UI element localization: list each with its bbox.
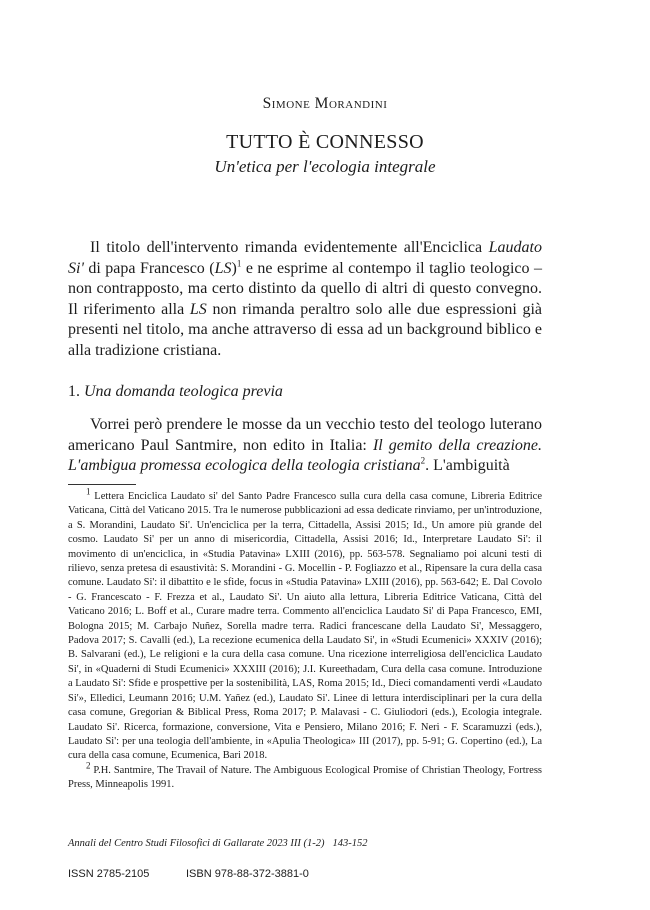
footnote-ref-2[interactable]: 2	[420, 455, 426, 466]
footnote-1: $^1$ Lettera Enciclica Laudato si' del Santo Padre Francesco sulla cura della casa comune, Libreria Editrice Vaticana, Città del Vaticano 2015. Tra le numerose pubblicazioni ad essa dedicate rinviamo, per un'introduzione, a S. Morandini, Laudato Si'. Un'enciclica per la terra, Cittadella, Assisi 2015; Id., Un amore più grande del cosmo. Laudato Si' per un anno di misericordia, Cittadella, Assisi 2016; Id., Interpretare Laudato Si': il movimento di un'enciclica, in «Studia Patavina» LXIII (2016), pp. 563-578. Segnaliamo poi alcuni testi di rilievo, senza pretesa di esaustività: S. Morandini - G. Mocellin - P. Fogliazzo et al., Ripensare la cura della casa comune. Laudato Si': il dibattito e le sfide, focus in «Studia Patavina» LXIII (2016), pp. 563-642; E. Dal Covolo - G. Francescato - F. Frezza et al., Laudato Si'. Un aiuto alla lettura, Libreria Editrice Vaticana, Città del Vaticano 2016; L. Boff et al., Curare madre terra. Commento all'enciclica Laudato Si' di Papa Francesco, EMI, Bologna 2015; M. Carbajo Nuñez, Sorella madre terra. Radici francescane della Laudato Si', Messaggero, Padova 2017; S. Cavalli (ed.), La recezione ecumenica della Laudato Si', in «Studi Ecumenici» XXXIV (2016); B. Salvarani (ed.), Le religioni e la cura della casa comune. Una ricezione interreligiosa dell'enciclica Laudato Si', in «Quaderni di Studi Ecumenici» XXXIII (2016); J.I. Kureethadam, Cura della casa comune. Introduzione a Laudato Si': Sfide e prospettive per la sostenibilità, LAS, Roma 2015; Id., Dieci comandamenti verdi «Laudato Si'», Elledici, Leumann 2016; U.M. Yañez (ed.), Laudato Si'. Linee di lettura interdisciplinari per la cura della casa comune, Gregorian & Biblical Press, Roma 2017; P. Malavasi - C. Giuliodori (eds.), Ecologia integrale. Laudato Si'. Ricerca, formazione, conversione, Vita e Pensiero, Milano 2016; F. Neri - F. Scaramuzzi (eds.), Laudato Si': per una teologia dell'ambiente, in «Apulia Theologica» III (2017), pp. 5-91; G. Copertino (ed.), La cura della casa comune, Ecumenica, Bari 2018.	[68, 486, 542, 762]
footnotes	[68, 486, 542, 793]
article-title: TUTTO È CONNESSO	[226, 131, 424, 153]
article-subtitle: Un'etica per l'ecologia integrale	[214, 157, 436, 176]
footnote-ref-1[interactable]: 1	[236, 258, 242, 269]
section-paragraph: Vorrei però prendere le mosse da un vecchio testo del teologo luterano americano Paul Santmire, non edito in Italia: Il gemito della creazione. L'ambigua promessa ecologica della teologia cristiana$^2$. L'ambiguità	[68, 416, 543, 474]
issn: ISSN 2785-2105	[68, 868, 150, 880]
work-title: Laudato Si'	[68, 239, 542, 277]
section-heading: 1. Una domanda teologica previa	[68, 383, 283, 400]
footnote-2: $^2$ P.H. Santmire, The Travail of Nature. The Ambiguous Ecological Promise of Christian Theology, Fortress Press, Minneapolis 1991.	[68, 760, 542, 791]
work-title: Il gemito della creazione. L'ambigua promessa ecologica della teologia cristiana	[68, 436, 543, 474]
page-range: 143-152	[332, 838, 368, 849]
journal-footer: Annali del Centro Studi Filosofici di Gallarate 2023 III (1-2) 143-152	[68, 838, 368, 849]
intro-paragraph: Il titolo dell'intervento rimanda evidentemente all'Enciclica Laudato Si' di papa Francesco (LS)$^1$ e ne esprime al contempo il taglio teologico – non contrapposto, ma certo distinto da quello di altri di questo convegno. Il riferimento alla LS non rimanda peraltro solo alle due espressioni già presenti nel titolo, ma anche attraverso di essa ad un background biblico e alla tradizione cristiana.	[68, 239, 543, 359]
isbn: ISBN 978-88-372-3881-0	[186, 868, 309, 880]
footnote-separator	[68, 484, 136, 485]
author-name: Simone Morandini	[262, 95, 388, 112]
